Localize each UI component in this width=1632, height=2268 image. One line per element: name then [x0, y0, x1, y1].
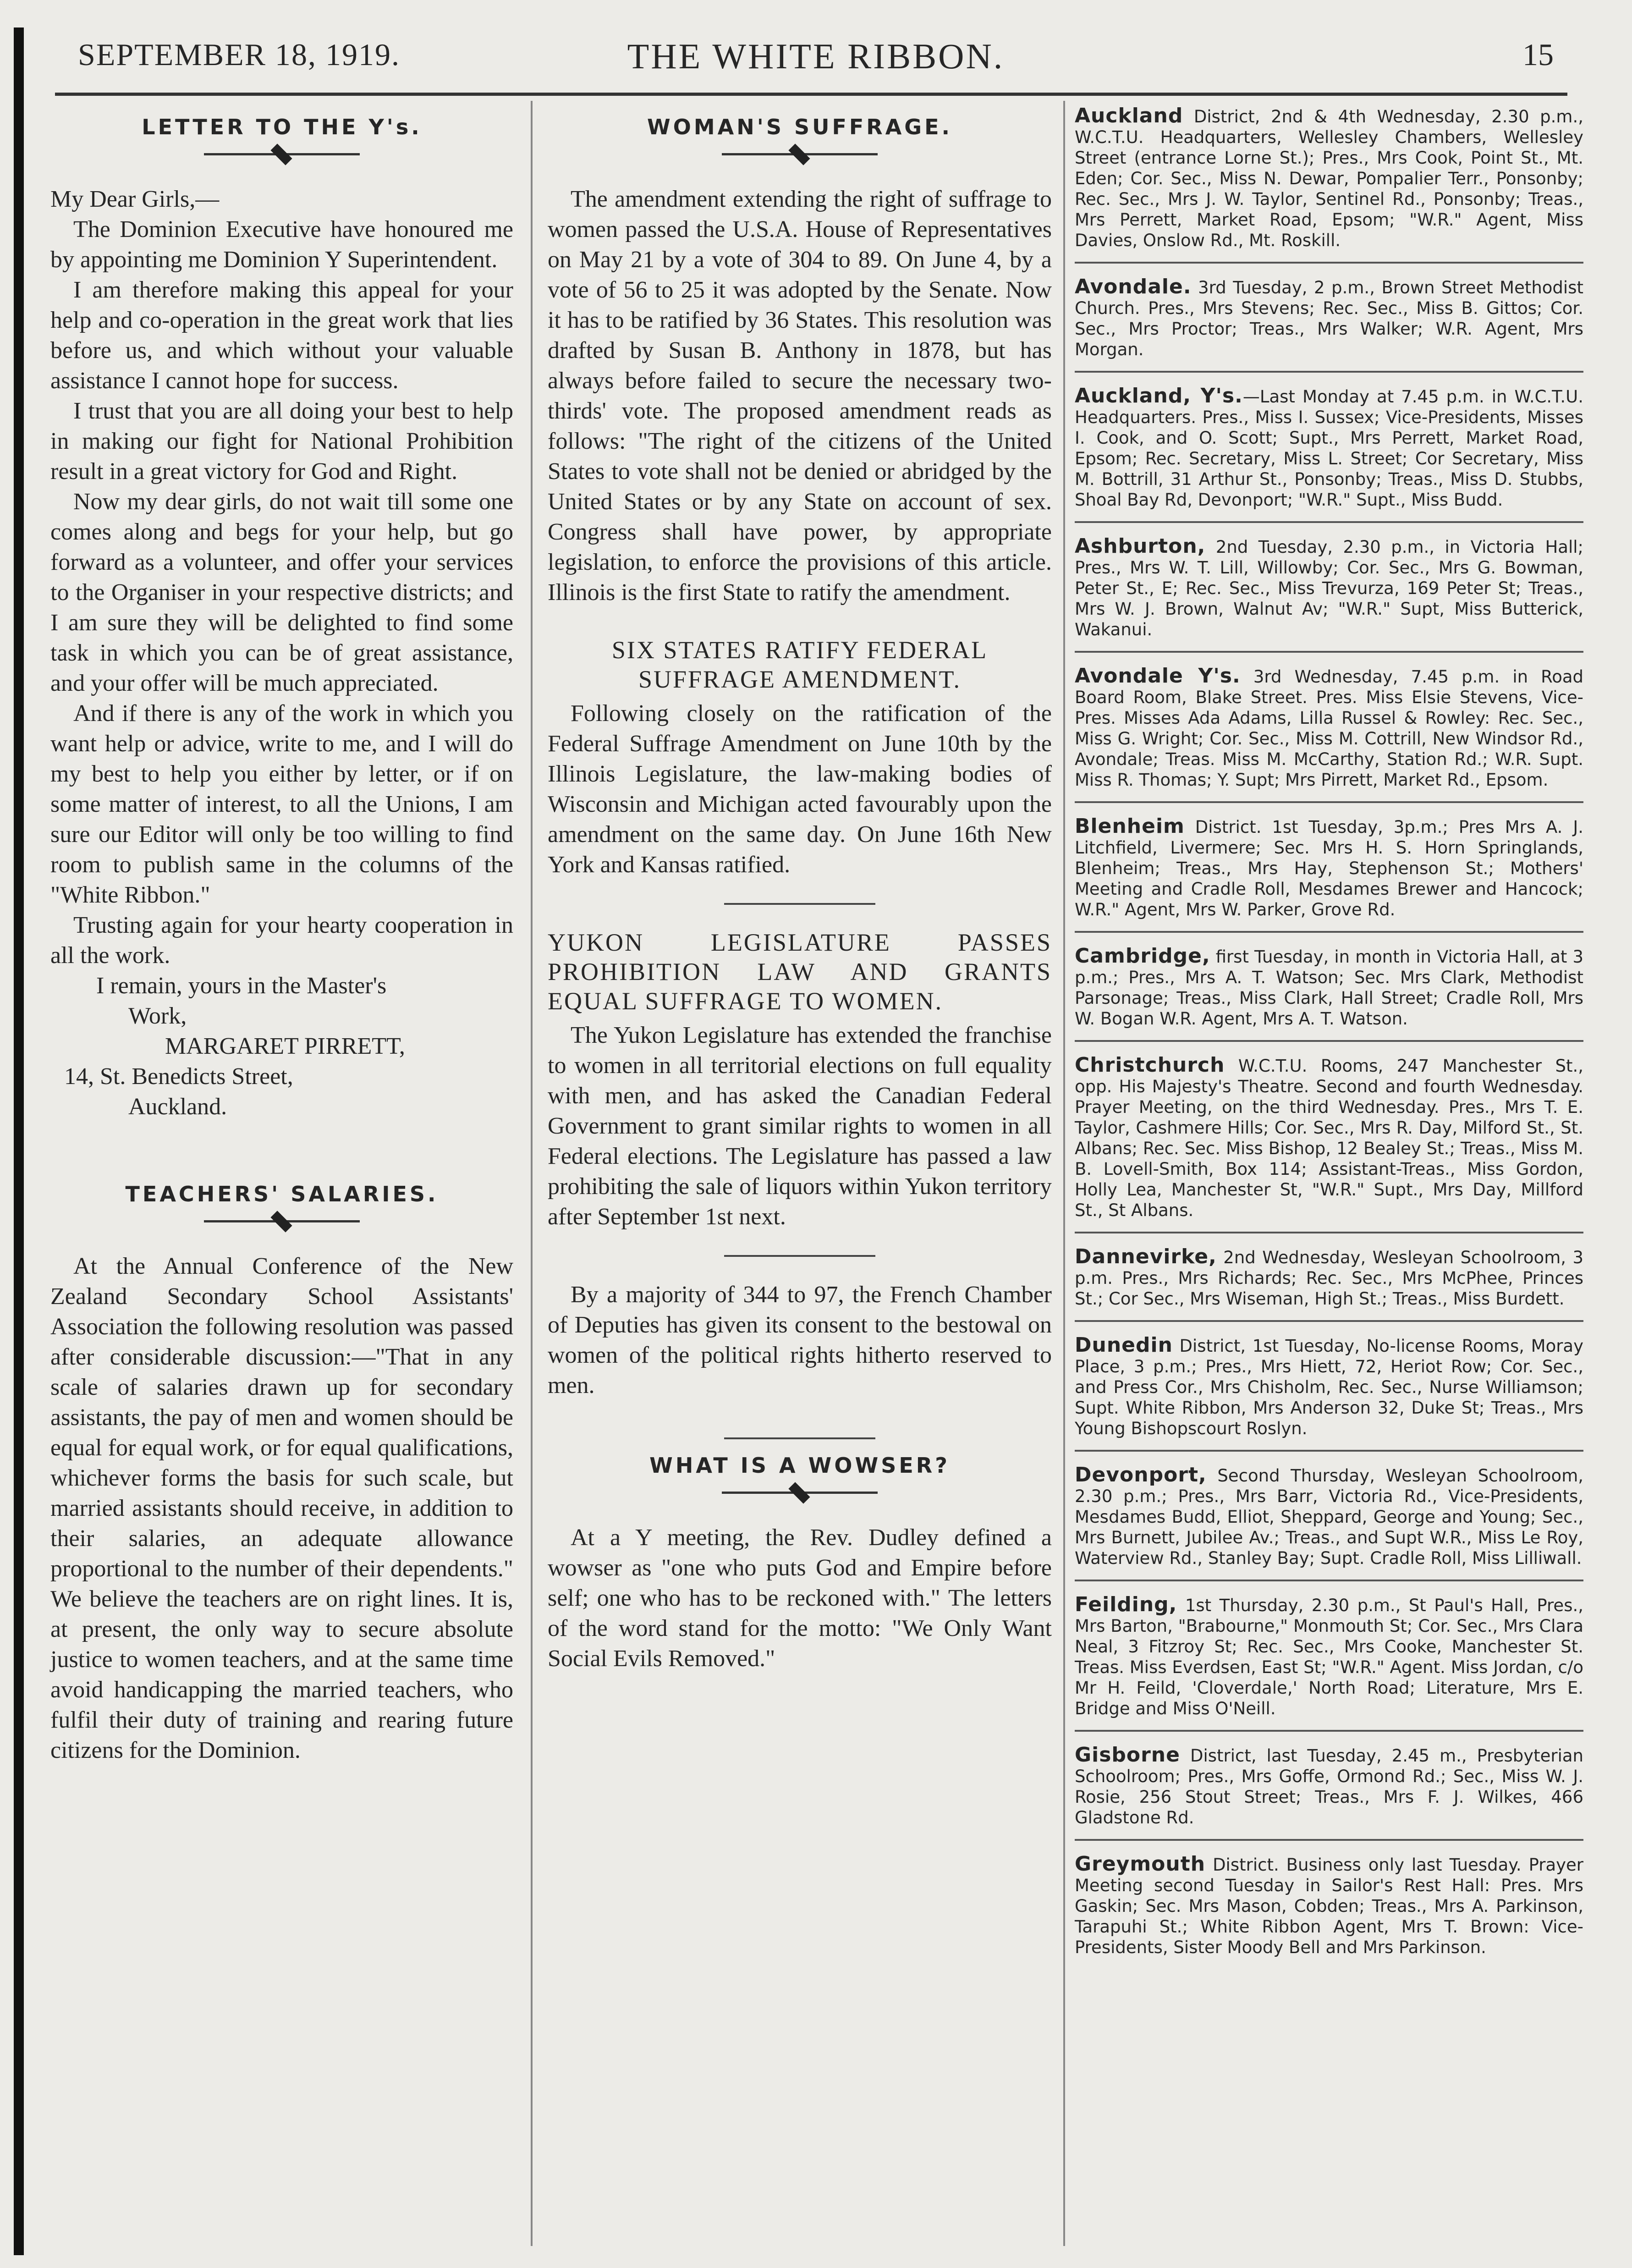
yukon-paragraph: The Yukon Legislature has extended the franchise to women in all territorial elections on full equality with men, and has asked the Canadian Federal Government to grant similar rights to women in all Federal elections. The Legislature has passed a law prohibiting the sale of liquors within Yukon territory after September 1st next. [548, 1022, 1052, 1230]
teachers-title: TEACHERS' SALARIES. [125, 1182, 439, 1206]
letter-paragraph: And if there is any of the work in which you want help or advice, write to me, and I will do my best to help you either by letter, or if on some matter of interest, to all the Unions, I am sure our Editor will only be too willing to find room to publish same in the columns of the "White Ribbon." [50, 700, 513, 908]
column-right-directory [1075, 105, 1583, 1969]
issue-date: SEPTEMBER 18, 1919. [78, 37, 400, 72]
entry-details: District. Business only last Tuesday. Prayer Meeting second Tuesday in Sailor's Rest Hall: Pres. Mrs Gaskin; Sec. Mrs Mason, Cobden; Treas., Mrs A. Parkinson, Tarapuhi St.; White Ribbon Agent, Mrs T. Brown: Vice-Presidents, Sister Moody Bell and Mrs Parkinson. [1075, 1855, 1584, 1957]
teachers-body [50, 1251, 513, 1766]
entry-divider [1075, 1730, 1583, 1732]
yukon-body [548, 1020, 1052, 1232]
section-divider [724, 1437, 875, 1439]
ornament-divider [204, 1210, 360, 1233]
page-header [78, 28, 1554, 83]
wowser-title: WHAT IS A WOWSER? [649, 1453, 950, 1478]
entry-name: Auckland, Y's. [1075, 384, 1243, 407]
column-middle [548, 105, 1052, 1674]
entry-details: 3rd Wednesday, 7.45 p.m. in Road Board Room, Blake Street. Pres. Miss Elsie Stevens, Vice-Pres. Misses Ada Adams, Lilla Russel & Rowley: Rec. Sec., Miss G. Wright; Cor. Sec., Miss M. Cottrill, New Windsor Rd., Avondale; Treas. Miss M. McCarthy, Station Rd.; W.R. Supt. Miss R. Thomas; Y. Supt; Mrs Pirrett, Market Rd., Epsom. [1075, 667, 1584, 790]
ornament-divider [722, 1481, 878, 1504]
entry-name: Gisborne [1075, 1743, 1180, 1767]
entry-details: District. 1st Tuesday, 3p.m.; Pres Mrs A. J. Litchfield, Livermere; Sec. Mrs H. S. Horn Springlands, Blenheim; Treas., Mrs Hay, Stephenson St.; Mothers' Meeting and Cradle Roll, Mesdames Brewer and Hancock; W.R." Agent, Mrs W. Parker, Grove Rd. [1075, 817, 1583, 919]
entry-details: District, last Tuesday, 2.45 m., Presbyterian Schoolroom; Pres., Mrs Goffe, Ormond Rd.; Sec., Miss W. J. Rosie, 256 Stout Street; Treas., Mrs F. J. Wilkes, 466 Gladstone Rd. [1075, 1746, 1584, 1828]
entry-name: Dunedin [1075, 1333, 1173, 1357]
letter-closing: Work, [128, 1003, 187, 1029]
suffrage-title: WOMAN'S SUFFRAGE. [647, 115, 952, 139]
entry-details: —Last Monday at 7.45 p.m. in W.C.T.U. Headquarters. Pres., Miss I. Sussex; Vice-Presidents, Misses I. Cook, and O. Scott; Supt., Mrs Perrett, Market Road, Epsom; Rec. Secretary, Miss L. Street; Cor Secretary, Miss M. Bottrill, 31 Arthur St., Ponsonby; Treas., Miss D. Stubbs, Shoal Bay Rd, Devonport; "W.R." Supt., Miss Budd. [1075, 387, 1584, 510]
entry-divider [1075, 1839, 1583, 1841]
entry-name: Avondale. [1075, 275, 1192, 298]
directory-entry [1075, 385, 1583, 521]
directory-entry [1075, 1246, 1583, 1320]
entry-name: Greymouth [1075, 1852, 1206, 1876]
entry-name: Cambridge, [1075, 944, 1210, 968]
wowser-body [548, 1523, 1052, 1674]
entry-divider [1075, 1450, 1583, 1452]
column-rule [531, 101, 533, 2246]
directory-entry [1075, 1055, 1583, 1232]
french-body [548, 1280, 1052, 1401]
ornament-divider [204, 143, 360, 166]
ornament-divider [722, 143, 878, 166]
entry-details: District, 1st Tuesday, No-license Rooms, Moray Place, 3 p.m.; Pres., Mrs Hiett, 72, Heriot Row; Cor. Sec., and Press Cor., Mrs Chisholm, Rec. Sec., Nurse Williamson; Supt. White Ribbon, Mrs Anderson 32, Duke St; Treas., Mrs Young Bishopscourt Roslyn. [1075, 1336, 1583, 1438]
entry-divider [1075, 521, 1583, 523]
letter-signature: MARGARET PIRRETT, [165, 1033, 405, 1059]
directory-entry [1075, 666, 1583, 801]
french-paragraph: By a majority of 344 to 97, the French Chamber of Deputies has given its consent to the bestowal on women of the political rights hitherto reserved to men. [548, 1282, 1052, 1398]
masthead-title: THE WHITE RIBBON. [627, 36, 1005, 76]
entry-divider [1075, 1232, 1583, 1233]
letter-address: 14, St. Benedicts Street, [64, 1063, 293, 1090]
entry-divider [1075, 651, 1583, 653]
entry-details: District, 2nd & 4th Wednesday, 2.30 p.m., W.C.T.U. Headquarters, Wellesley Chambers, Wellesley Street (entrance Lorne St.); Pres., Mrs Cook, Point St., Mt. Eden; Cor. Sec., Miss N. Dewar, Pompalier Terr., Ponsonby; Rec. Sec., Mrs J. W. Taylor, Sentinel Rd., Ponsonby; Treas., Mrs Perrett, Market Road, Epsom; "W.R." Agent, Miss Davies, Onslow Rd., Mt. Roskill. [1075, 107, 1583, 250]
entry-details: 2nd Wednesday, Wesleyan Schoolroom, 3 p.m. Pres., Mrs Richards; Rec. Sec., Mrs McPhee, Princes St.; Cor Sec., Mrs Wiseman, High St.; Treas., Miss Burdett. [1075, 1248, 1584, 1309]
section-divider [724, 903, 875, 905]
teachers-paragraph: At the Annual Conference of the New Zealand Secondary School Assistants' Association the following resolution was passed after considerable discussion:—"That in any scale of salaries drawn up for secondary assistants, the pay of men and women should be equal for equal work, or for equal qualifications, whichever forms the basis for such scale, but married assistants should receive, in addition to their salaries, an adequate allowance proportional to the number of their dependents." We believe the teachers are on right lines. It is, at present, the only way to secure absolute justice to women teachers, and at the same time avoid handicapping the married teachers, who fulfil their duty of training and rearing future citizens for the Dominion. [50, 1253, 513, 1763]
entry-divider [1075, 1320, 1583, 1322]
entry-details: 1st Thursday, 2.30 p.m., St Paul's Hall, Pres., Mrs Barton, "Brabourne," Monmouth St; Cor. Sec., Mrs Clara Neal, 3 Fitzroy St; Rec. Sec., Mrs Cooke, Manchester St. Treas. Miss Everdsen, East St; "W.R." Agent. Miss Jordan, c/o Mr H. Feild, 'Cloverdale,' North Road; Literature, Mrs E. Bridge and Miss O'Neill. [1075, 1596, 1583, 1718]
suffrage-paragraph: The amendment extending the right of suffrage to women passed the U.S.A. House of Representatives on May 21 by a vote of 304 to 89. On June 4, by a vote of 56 to 25 it was adopted by the Senate. Now it has to be ratified by 36 States. This resolution was drafted by Susan B. Anthony in 1878, but has always before failed to secure the necessary two-thirds' vote. The proposed amendment reads as follows: "The right of the citizens of the United States to vote shall not be denied or abridged by the United States or by any State on account of sex. Congress shall have power, by appropriate legislation, to enforce the provisions of this article. Illinois is the first State to ratify the amendment. [548, 186, 1052, 606]
column-rule [1063, 101, 1065, 2246]
entry-name: Auckland [1075, 104, 1183, 127]
six-states-paragraph: Following closely on the ratification of the Federal Suffrage Amendment on June 10th by the Illinois Legislature, the law-making bodies of Wisconsin and Michigan acted favourably upon the amendment on the same day. On June 16th New York and Kansas ratified. [548, 700, 1052, 878]
directory-entry [1075, 1745, 1583, 1839]
entry-name: Devonport, [1075, 1463, 1207, 1486]
letter-paragraph: The Dominion Executive have honoured me by appointing me Dominion Y Superintendent. [50, 216, 513, 273]
six-states-title: SIX STATES RATIFY FEDERAL SUFFRAGE AMENDMENT. [611, 636, 988, 693]
yukon-title: YUKON LEGISLATURE PASSES PROHIBITION LAW AND GRANTS EQUAL SUFFRAGE TO WOMEN. [548, 929, 1052, 1015]
entry-divider [1075, 801, 1583, 803]
directory-entry [1075, 1854, 1583, 1969]
entry-details: Second Thursday, Wesleyan Schoolroom, 2.30 p.m.; Pres., Mrs Barr, Victoria Rd., Vice-Presidents, Mesdames Budd, Elliot, Sheppard, George and Young; Sec., Mrs Burnett, Jubilee Av.; Treas., and Supt W.R., Miss Le Roy, Waterview Rd., Stanley Bay; Supt. Cradle Roll, Miss Lilliwall. [1075, 1466, 1583, 1568]
scan-edge [14, 28, 24, 2255]
entry-details: 2nd Tuesday, 2.30 p.m., in Victoria Hall; Pres., Mrs W. T. Lill, Willowby; Cor. Sec., Mrs G. Bowman, Peter St., E; Rec. Sec., Miss Trevurza, 169 Peter St; Treas., Mrs W. J. Brown, Walnut Av; "W.R." Supt, Miss Butterick, Wakanui. [1075, 537, 1584, 639]
entry-name: Blenheim [1075, 815, 1185, 838]
entry-divider [1075, 931, 1583, 933]
letter-paragraph: I trust that you are all doing your best to help in making our fight for National Prohibition result in a great victory for God and Right. [50, 398, 513, 484]
entry-details: W.C.T.U. Rooms, 247 Manchester St., opp. His Majesty's Theatre. Second and fourth Wednesday. Prayer Meeting, on the third Wednesday. Pres., Mrs T. E. Taylor, Cashmere Hills; Cor. Sec., Mrs R. Day, Milford St., St. Albans; Rec. Sec. Miss Bishop, 12 Bealey St.; Treas., Miss M. B. Lovell-Smith, Box 114; Assistant-Treas., Miss Gordon, Holly Lea, Manchester St, "W.R." Supt., Mrs Day, Millford St., St Albans. [1075, 1056, 1583, 1220]
directory-entry [1075, 276, 1583, 371]
page-number: 15 [1522, 37, 1554, 72]
entry-name: Feilding, [1075, 1593, 1177, 1616]
column-left [50, 105, 513, 1766]
letter-address: Auckland. [128, 1094, 227, 1120]
entry-name: Dannevirke, [1075, 1245, 1217, 1268]
directory-entry [1075, 946, 1583, 1040]
letter-title: LETTER TO THE Y's. [142, 115, 422, 139]
wowser-paragraph: At a Y meeting, the Rev. Dudley defined a wowser as "one who puts God and Empire before self; one who has to be reckoned with." The letters of the word stand for the motto: "We Only Want Social Evils Removed." [548, 1525, 1052, 1672]
entry-name: Ashburton, [1075, 534, 1206, 558]
entry-divider [1075, 1040, 1583, 1042]
letter-closing: I remain, yours in the Master's [96, 973, 387, 999]
entry-details: 3rd Tuesday, 2 p.m., Brown Street Methodist Church. Pres., Mrs Stevens; Rec. Sec., Miss B. Gittos; Cor. Sec., Mrs Proctor; Treas., Mrs Walker; W.R. Agent, Mrs Morgan. [1075, 278, 1583, 359]
entry-name: Christchurch [1075, 1053, 1225, 1077]
letter-paragraph: Trusting again for your hearty cooperation in all the work. [50, 912, 513, 969]
entry-divider [1075, 262, 1583, 264]
directory-entry [1075, 816, 1583, 931]
letter-paragraph: Now my dear girls, do not wait till some one comes along and begs for your help, but go forward as a volunteer, and offer your services to the Organiser in your respective districts; and I am sure they will be delighted to find some task in which you can be of great assistance, and your offer will be much appreciated. [50, 489, 513, 696]
letter-paragraph: I am therefore making this appeal for your help and co-operation in the great work that lies before us, and which without your valuable assistance I cannot hope for success. [50, 277, 513, 394]
directory-entry [1075, 1594, 1583, 1730]
suffrage-body [548, 184, 1052, 608]
entry-divider [1075, 1580, 1583, 1581]
section-divider [724, 1255, 875, 1257]
six-states-body [548, 699, 1052, 880]
directory-entry [1075, 1335, 1583, 1450]
directory-entry [1075, 536, 1583, 651]
entry-divider [1075, 371, 1583, 373]
header-rule [55, 93, 1567, 96]
directory-entry [1075, 1464, 1583, 1580]
entry-name: Avondale Y's. [1075, 664, 1241, 688]
entry-details: first Tuesday, in month in Victoria Hall, at 3 p.m.; Pres., Mrs A. T. Watson; Sec. Mrs Clark, Methodist Parsonage; Treas., Miss Clark, Hall Street; Cradle Roll, Mrs W. Bogan W.R. Agent, Mrs A. T. Watson. [1075, 947, 1583, 1029]
directory-entry [1075, 105, 1583, 262]
letter-salutation: My Dear Girls,— [50, 186, 220, 212]
letter-body [50, 184, 513, 971]
